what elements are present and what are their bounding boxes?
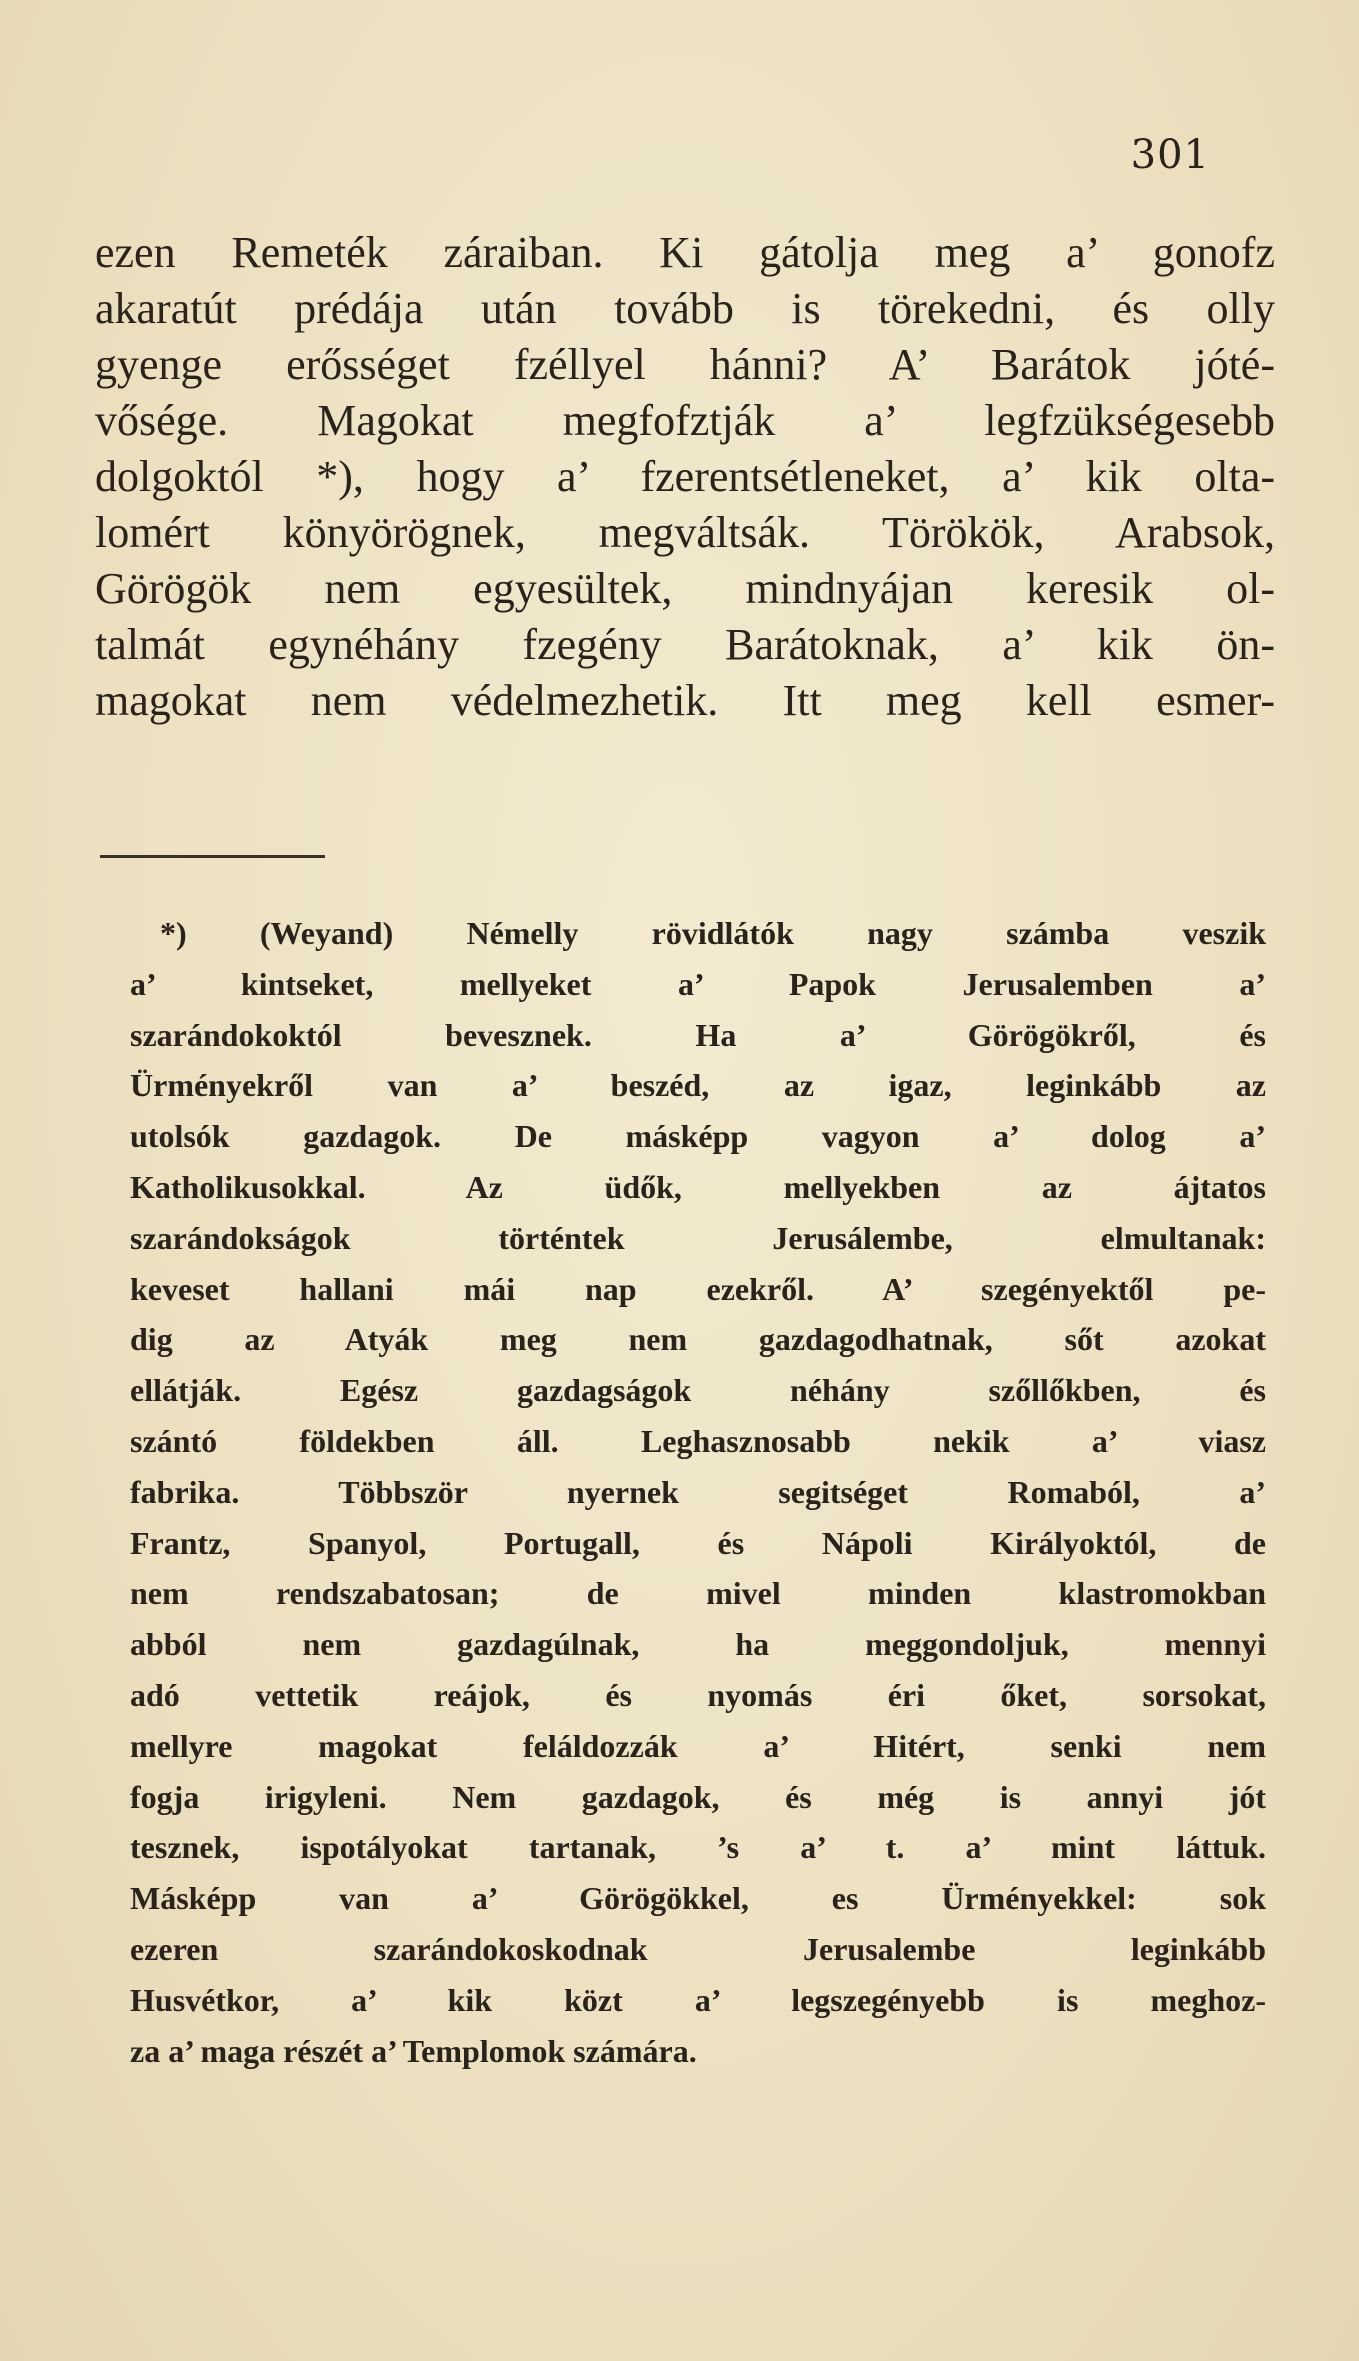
- footnote-line: szarándokoktól bevesznek. Ha a’ Görögökről, és: [130, 1016, 1266, 1053]
- main-text: [95, 225, 1275, 729]
- footnote-line: *) (Weyand) Némelly rövidlátók nagy számba veszik: [160, 915, 1266, 951]
- footnote-line: ezeren szarándokoskodnak Jerusalembe leginkább: [130, 1930, 1266, 1967]
- footnote-line: abból nem gazdagúlnak, ha meggondoljuk, mennyi: [130, 1626, 1266, 1663]
- footnote-line: za a’ maga részét a’ Templomok számára.: [130, 2032, 697, 2069]
- main-text-line: Görögök nem egyesültek, mindnyájan keresik ol-: [95, 564, 1275, 613]
- footnote-line: adó vettetik reájok, és nyomás éri őket, sorsokat,: [130, 1676, 1266, 1713]
- main-text-line: ezen Remeték záraiban. Ki gátolja meg a’ gonofz: [95, 228, 1275, 277]
- footnote-line: Másképp van a’ Görögökkel, es Ürményekkel: sok: [130, 1880, 1266, 1917]
- footnote-line: nem rendszabatosan; de mivel minden klastromokban: [130, 1575, 1266, 1612]
- main-text-line: magokat nem védelmezhetik. Itt meg kell esmer-: [95, 676, 1275, 725]
- main-text-line: akaratút prédája után tovább is törekedni, és olly: [95, 284, 1275, 333]
- footnote-line: utolsók gazdagok. De másképp vagyon a’ dolog a’: [130, 1118, 1266, 1155]
- footnote-line: szarándokságok történtek Jerusálembe, elmultanak:: [130, 1219, 1266, 1256]
- footnote-line: tesznek, ispotályokat tartanak, ’s a’ t. a’ mint láttuk.: [130, 1829, 1266, 1866]
- footnote-line: a’ kintseket, mellyeket a’ Papok Jerusalemben a’: [130, 965, 1266, 1002]
- footnote-line: mellyre magokat feláldozzák a’ Hitért, senki nem: [130, 1727, 1266, 1764]
- footnote-line: fabrika. Többször nyernek segitséget Romaból, a’: [130, 1473, 1266, 1510]
- footnote-separator-rule: [100, 855, 325, 858]
- footnote-line: keveset hallani mái nap ezekről. A’ szegényektől pe-: [130, 1270, 1266, 1307]
- main-text-line: talmát egynéhány fzegény Barátoknak, a’ kik ön-: [95, 620, 1275, 669]
- main-text-line: lomért könyörögnek, megváltsák. Törökök, Arabsok,: [95, 508, 1275, 557]
- footnote-line: Katholikusokkal. Az üdők, mellyekben az ájtatos: [130, 1168, 1266, 1205]
- page-number: 301: [1130, 132, 1210, 178]
- main-text-line: gyenge erősséget fzéllyel hánni? A’ Barátok jóté-: [95, 340, 1275, 389]
- footnote-line: szántó földekben áll. Leghasznosabb nekik a’ viasz: [130, 1422, 1266, 1459]
- footnote-line: ellátják. Egész gazdagságok néhány szőllőkben, és: [130, 1372, 1266, 1409]
- footnote-line: Frantz, Spanyol, Portugall, és Nápoli Királyoktól, de: [130, 1524, 1266, 1561]
- footnote-line: dig az Atyák meg nem gazdagodhatnak, sőt azokat: [130, 1321, 1266, 1358]
- footnote-line: Husvétkor, a’ kik közt a’ legszegényebb is meghoz-: [130, 1981, 1266, 2018]
- footnote-line: Ürményekről van a’ beszéd, az igaz, leginkább az: [130, 1067, 1266, 1104]
- footnote: [130, 908, 1266, 2076]
- main-text-line: dolgoktól *), hogy a’ fzerentsétleneket, a’ kik olta-: [95, 452, 1275, 501]
- footnote-line: fogja irigyleni. Nem gazdagok, és még is annyi jót: [130, 1778, 1266, 1815]
- main-text-line: vősége. Magokat megfofztják a’ legfzükségesebb: [95, 396, 1275, 445]
